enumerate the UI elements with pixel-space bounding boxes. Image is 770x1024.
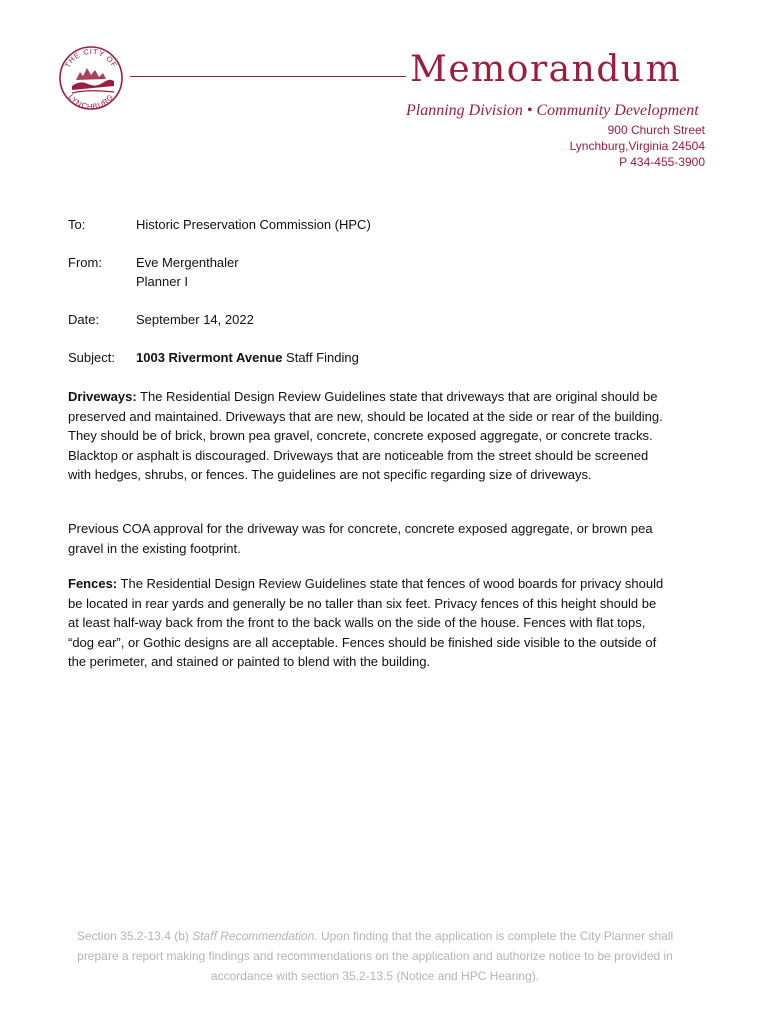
footer-note [60,926,690,986]
address-phone: P 434-455-3900 [619,155,705,169]
memo-subtitle: Planning Division • Community Development [406,102,699,119]
driveways-paragraph [68,387,668,485]
driveways-heading: Driveways: [68,389,137,404]
driveways-text: The Residential Design Review Guidelines state that driveways that are original should be preserved and maintained. Driveways that are new, should be located at the side or rear of the building. They should be of brick, brown pea gravel, concrete, concrete exposed aggregate, or concrete tracks. Blacktop or asphalt is discouraged. Driveways that are noticeable from the street should be screened with hedges, shrubs, or fences. The guidelines are not specific regarding size of driveways. [68,389,663,482]
svg-text:THE CITY OF [63,47,119,69]
date-label: Date: [68,312,100,327]
city-seal-logo [58,40,124,114]
address-street: 900 Church Street [607,123,705,137]
footer-italic: Staff Recommendation. [192,929,318,943]
header-rule [130,76,406,77]
from-title: Planner I [136,274,189,289]
from-label: From: [68,255,102,270]
subject-address: 1003 Rivermont Avenue [136,350,283,365]
to-label: To: [68,217,86,232]
footer-rest: Upon finding that the application is complete the City Planner shall prepare a report making findings and recommendations on the application and authorize notice to be provided in accordance with section 35.2-13.5 (Notice and HPC Hearing). [77,929,674,983]
to-value: Historic Preservation Commission (HPC) [136,217,371,232]
subject-rest: Staff Finding [282,350,359,365]
address-block [570,122,705,170]
logo-text-top: THE CITY OF [62,46,120,70]
footer-prefix: Section 35.2-13.4 (b) [76,929,193,943]
subject-value [136,348,359,367]
from-name: Eve Mergenthaler [136,255,239,270]
fences-heading: Fences: [68,576,118,591]
fences-text: The Residential Design Review Guidelines state that fences of wood boards for privacy should be located in rear yards and generally be no taller than six feet. Privacy fences of this height should be at least half-way back from the front to the back walls on the side of the house. Fences with flat tops, “dog ear”, or Gothic designs are all acceptable. Fences should be finished side visible to the outside of the perimeter, and stained or painted to blend with the building. [68,576,664,669]
svg-text:LYNCHBURG [67,92,116,111]
address-city: Lynchburg,Virginia 24504 [569,139,705,153]
logo-text-bottom: LYNCHBURG [66,92,116,112]
memo-title: Memorandum [410,49,682,90]
fences-paragraph [68,574,668,672]
date-value: September 14, 2022 [136,312,254,327]
coa-paragraph: Previous COA approval for the driveway was for concrete, concrete exposed aggregate, or brown pea gravel in the existing footprint. [68,521,653,556]
subject-label: Subject: [68,350,115,365]
